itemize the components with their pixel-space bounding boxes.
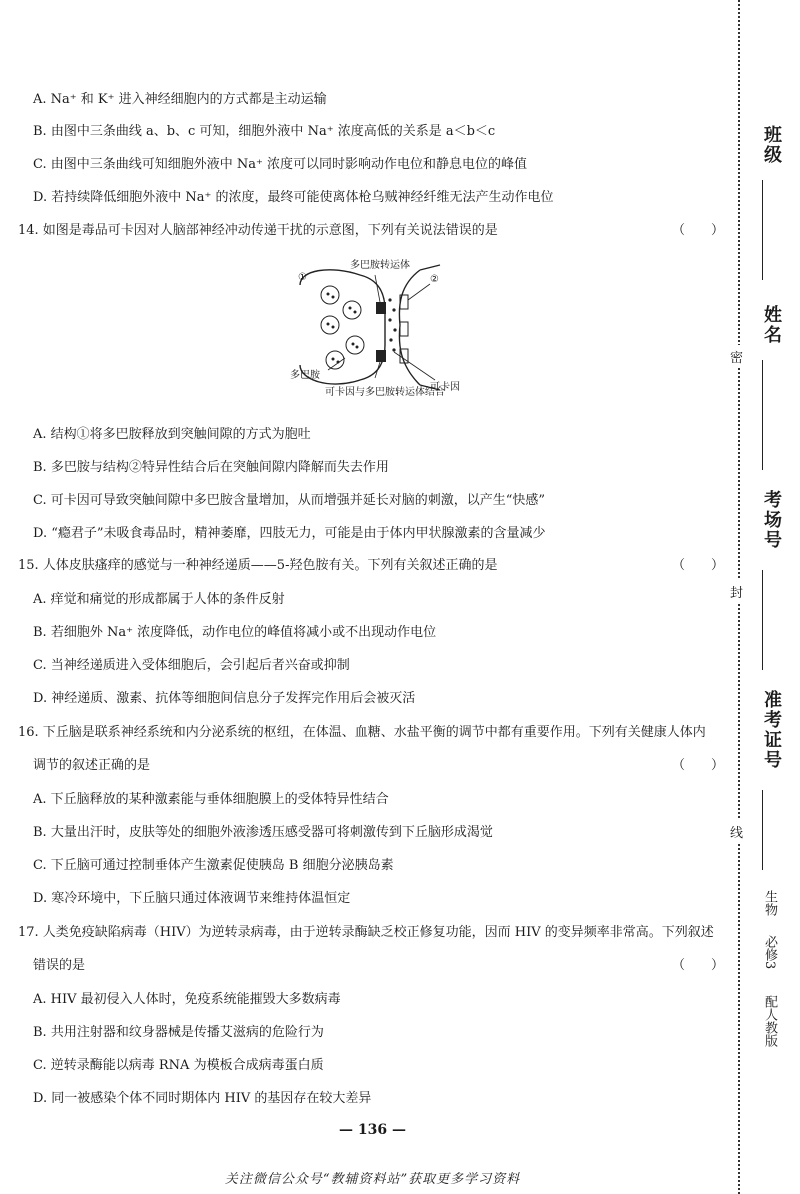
q15-option-b: B. 若细胞外 Na⁺ 浓度降低，动作电位的峰值将减小或不出现动作电位 bbox=[33, 625, 437, 640]
vesicle bbox=[343, 301, 361, 319]
seal-char-mi: 密 bbox=[730, 345, 743, 368]
exam-room-label: 考场号 bbox=[761, 490, 782, 550]
seal-char-feng: 封 bbox=[730, 580, 743, 603]
q15-option-a: A. 痒觉和痛觉的形成都属于人体的条件反射 bbox=[33, 592, 285, 607]
dopamine-transporter-blocked bbox=[376, 350, 386, 362]
q14-option-b: B. 多巴胺与结构②特异性结合后在突触间隙内降解而失去作用 bbox=[33, 460, 389, 475]
presynaptic-membrane bbox=[300, 270, 385, 384]
q14-option-d: D. “瘾君子”未吸食毒品时，精神萎靡，四肢无力，可能是由于体内甲状腺激素的含量减少 bbox=[33, 526, 546, 541]
q16-option-b: B. 大量出汗时，皮肤等处的细胞外液渗透压感受器可将刺激传到下丘脑形成渴觉 bbox=[33, 825, 493, 840]
q15-option-d: D. 神经递质、激素、抗体等细胞间信息分子发挥完作用后会被灭活 bbox=[33, 691, 416, 706]
q17-stem-line2: 错误的是 bbox=[33, 958, 86, 973]
seal-char-xian: 线 bbox=[730, 820, 743, 843]
q14-option-c: C. 可卡因可导致突触间隙中多巴胺含量增加，从而增强并延长对脑的刺激，以产生“快感” bbox=[33, 493, 546, 508]
q16-stem-line2: 调节的叙述正确的是 bbox=[33, 758, 151, 773]
q15-answer-paren: （ ） bbox=[672, 558, 725, 573]
q16-option-a: A. 下丘脑释放的某种激素能与垂体细胞膜上的受体特异性结合 bbox=[33, 792, 389, 807]
exam-room-fill-line bbox=[762, 570, 763, 670]
synapse-diagram bbox=[290, 250, 490, 405]
ticket-number-label: 准考证号 bbox=[761, 690, 782, 770]
dopamine-transporter bbox=[376, 302, 386, 314]
vesicle bbox=[321, 316, 339, 334]
q17-option-c: C. 逆转录酶能以病毒 RNA 为模板合成病毒蛋白质 bbox=[33, 1058, 324, 1073]
edition-label: 配人教版 bbox=[762, 995, 777, 1047]
footer-note: 关注微信公众号“教辅资料站”获取更多学习资料 bbox=[224, 1172, 521, 1187]
label-dopamine: 多巴胺 bbox=[290, 370, 320, 381]
label-dopamine-transporter: 多巴胺转运体 bbox=[350, 260, 410, 271]
q13-option-c: C. 由图中三条曲线可知细胞外液中 Na⁺ 浓度可以同时影响动作电位和静息电位的峰值 bbox=[33, 157, 528, 172]
q17-option-a: A. HIV 最初侵入人体时，免疫系统能摧毁大多数病毒 bbox=[33, 992, 341, 1007]
q16-stem-line1: 16. 下丘脑是联系神经系统和内分泌系统的枢纽，在体温、血糖、水盐平衡的调节中都有重要作用。下列有关健康人体内 bbox=[18, 725, 706, 740]
q16-answer-paren: （ ） bbox=[672, 758, 725, 773]
receptor bbox=[400, 322, 408, 336]
q15-option-c: C. 当神经递质进入受体细胞后，会引起后者兴奋或抑制 bbox=[33, 658, 350, 673]
subject-label: 生物 bbox=[762, 890, 777, 916]
class-fill-line bbox=[762, 180, 763, 280]
q17-option-d: D. 同一被感染个体不同时期体内 HIV 的基因存在较大差异 bbox=[33, 1091, 372, 1106]
q13-option-a: A. Na⁺ 和 K⁺ 进入神经细胞内的方式都是主动运输 bbox=[33, 92, 327, 107]
q14-option-a: A. 结构①将多巴胺释放到突触间隙的方式为胞吐 bbox=[33, 427, 311, 442]
book-label: 必修3 bbox=[762, 935, 777, 970]
ticket-number-fill-line bbox=[762, 790, 763, 870]
q14-answer-paren: （ ） bbox=[672, 223, 725, 238]
name-label: 姓名 bbox=[761, 305, 782, 345]
q17-option-b: B. 共用注射器和纹身器械是传播艾滋病的危险行为 bbox=[33, 1025, 324, 1040]
vesicle bbox=[326, 351, 344, 369]
name-fill-line bbox=[762, 360, 763, 470]
q13-option-d: D. 若持续降低细胞外液中 Na⁺ 的浓度，最终可能使离体枪乌贼神经纤维无法产生动作电位 bbox=[33, 190, 554, 205]
q13-option-b: B. 由图中三条曲线 a、b、c 可知，细胞外液中 Na⁺ 浓度高低的关系是 a＜b＜c bbox=[33, 124, 496, 139]
q16-option-d: D. 寒冷环境中，下丘脑只通过体液调节来维持体温恒定 bbox=[33, 891, 351, 906]
label-cocaine: 可卡因 bbox=[430, 382, 460, 393]
q17-stem-line1: 17. 人类免疫缺陷病毒（HIV）为逆转录病毒，由于逆转录酶缺乏校正修复功能，因而 HIV 的变异频率非常高。下列叙述 bbox=[18, 925, 714, 940]
q15-stem: 15. 人体皮肤瘙痒的感觉与一种神经递质——5-羟色胺有关。下列有关叙述正确的是 bbox=[18, 558, 498, 573]
label-structure-2: ② bbox=[430, 274, 439, 285]
label-cocaine-binding: 可卡因与多巴胺转运体结合 bbox=[325, 387, 445, 398]
label-structure-1: ① bbox=[298, 272, 307, 283]
class-label: 班级 bbox=[761, 125, 782, 165]
page-number: — 136 — bbox=[339, 1122, 406, 1138]
q14-stem: 14. 如图是毒品可卡因对人脑部神经冲动传递干扰的示意图，下列有关说法错误的是 bbox=[18, 223, 498, 238]
vesicle bbox=[346, 336, 364, 354]
vesicle bbox=[321, 286, 339, 304]
q16-option-c: C. 下丘脑可通过控制垂体产生激素促使胰岛 B 细胞分泌胰岛素 bbox=[33, 858, 394, 873]
q17-answer-paren: （ ） bbox=[672, 958, 725, 973]
